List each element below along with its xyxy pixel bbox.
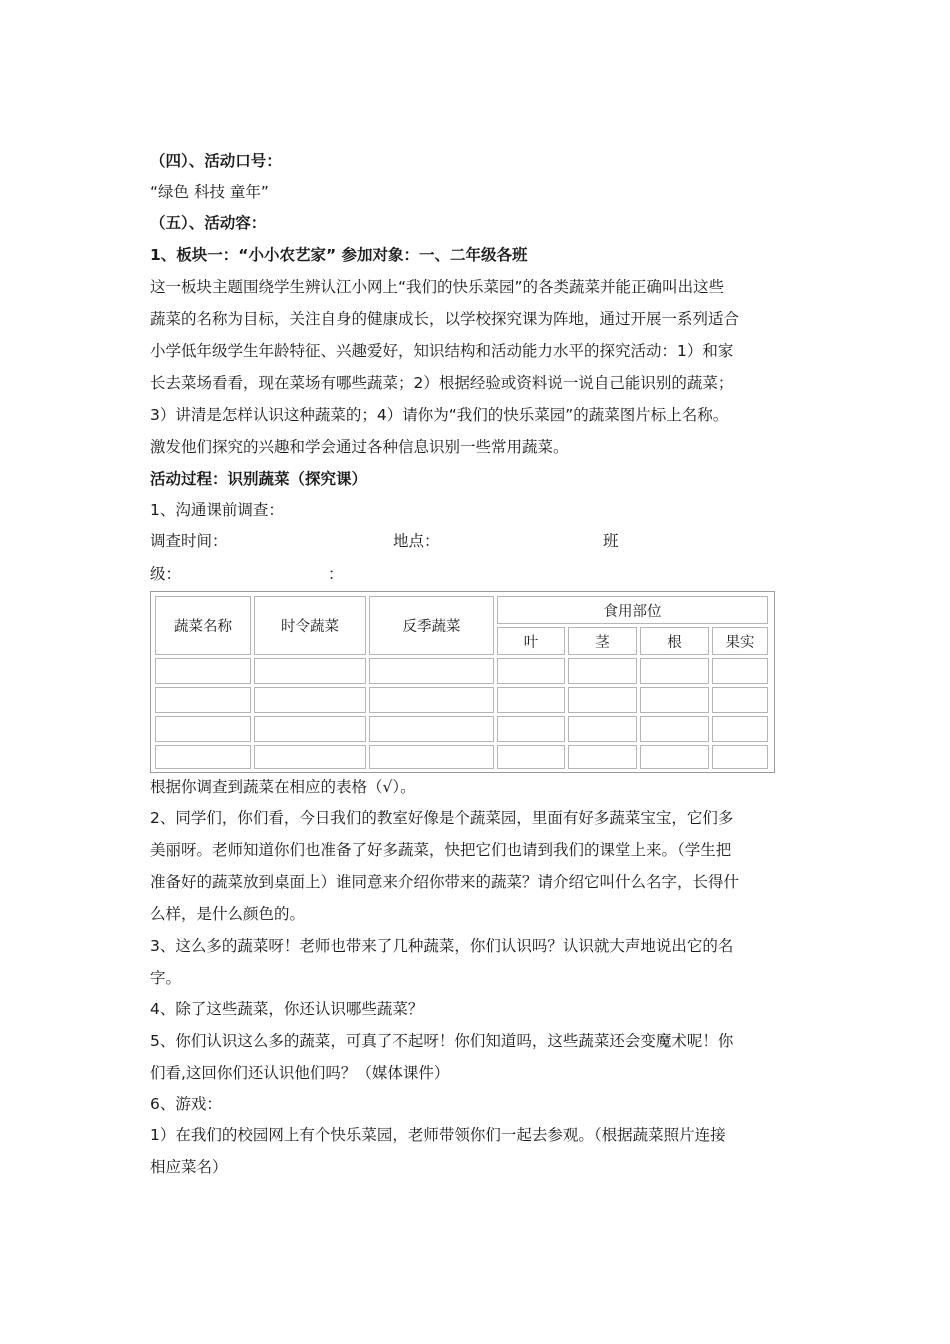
text-line: 5、你们认识这么多的蔬菜，可真了不起呀！你们知道吗，这些蔬菜还会变魔术呢！你 bbox=[150, 1032, 734, 1050]
text-line: 1）在我们的校园网上有个快乐菜园，老师带领你们一起去参观。（根据蔬菜照片连接 bbox=[150, 1126, 726, 1144]
text-line: 这一板块主题围绕学生辨认江小网上“我们的快乐菜园”的各类蔬菜并能正确叫出这些 bbox=[150, 278, 725, 296]
table-cell[interactable] bbox=[369, 658, 494, 684]
step6-line: 6、游戏： bbox=[150, 1095, 222, 1113]
table-cell[interactable] bbox=[568, 716, 637, 742]
table-cell[interactable] bbox=[568, 687, 637, 713]
table-cell[interactable] bbox=[254, 716, 366, 742]
header-fruit: 果实 bbox=[712, 627, 768, 655]
header-root: 根 bbox=[640, 627, 709, 655]
text-line: 们看,这回你们还认识他们吗？（媒体课件） bbox=[150, 1064, 450, 1082]
text-line: 2、同学们，你们看，今日我们的教室好像是个蔬菜园，里面有好多蔬菜宝宝，它们多 bbox=[150, 809, 734, 827]
table-cell[interactable] bbox=[254, 687, 366, 713]
text-line: 3、这么多的蔬菜呀！老师也带来了几种蔬菜，你们认识吗？认识就大声地说出它的名 bbox=[150, 937, 734, 955]
table-cell[interactable] bbox=[254, 745, 366, 769]
survey-place-label: 地点： bbox=[393, 532, 440, 550]
table-cell[interactable] bbox=[497, 687, 565, 713]
table-cell[interactable] bbox=[568, 745, 637, 769]
header-vegetable-name: 蔬菜名称 bbox=[155, 596, 251, 655]
table-cell[interactable] bbox=[155, 687, 251, 713]
table-row bbox=[155, 716, 768, 742]
text-line: 激发他们探究的兴趣和学会通过各种信息识别一些常用蔬菜。 bbox=[150, 438, 569, 456]
header-edible-part: 食用部位 bbox=[497, 596, 768, 624]
header-leaf: 叶 bbox=[497, 627, 565, 655]
table-cell[interactable] bbox=[369, 745, 494, 769]
survey-time-label: 调查时间： bbox=[150, 532, 228, 550]
survey-class-label-b: 级： bbox=[150, 565, 182, 583]
text-line: 3）讲清是怎样认识这种蔬菜的；4）请你为“我们的快乐菜园”的蔬菜图片标上名称。 bbox=[150, 406, 729, 424]
table-cell[interactable] bbox=[155, 658, 251, 684]
table-row bbox=[155, 687, 768, 713]
text-line: 美丽呀。老师知道你们也准备了好多蔬菜，快把它们也请到我们的课堂上来。（学生把 bbox=[150, 841, 732, 859]
text-line: 准备好的蔬菜放到桌面上）谁同意来介绍你带来的蔬菜？请介绍它叫什么名字，长得什 bbox=[150, 873, 740, 891]
table-cell[interactable] bbox=[712, 687, 768, 713]
section4-heading: （四）、活动口号： bbox=[150, 152, 282, 170]
table-cell[interactable] bbox=[640, 687, 709, 713]
table-cell[interactable] bbox=[155, 745, 251, 769]
header-stem: 茎 bbox=[568, 627, 637, 655]
step1-label: 1、沟通课前调查： bbox=[150, 501, 284, 519]
table-cell[interactable] bbox=[568, 658, 637, 684]
process-heading: 活动过程：识别蔬菜（探究课） bbox=[150, 470, 368, 488]
text-line: 么样，是什么颜色的。 bbox=[150, 905, 306, 923]
table-cell[interactable] bbox=[712, 716, 768, 742]
table-cell[interactable] bbox=[640, 716, 709, 742]
step4-line: 4、除了这些蔬菜，你还认识哪些蔬菜？ bbox=[150, 1000, 424, 1018]
header-seasonal: 时令蔬菜 bbox=[254, 596, 366, 655]
table-row bbox=[155, 658, 768, 684]
table-row bbox=[155, 745, 768, 769]
table-cell[interactable] bbox=[497, 745, 565, 769]
table-cell[interactable] bbox=[640, 658, 709, 684]
section5-heading: （五）、活动容： bbox=[150, 214, 267, 232]
slogan: “绿色 科技 童年” bbox=[150, 183, 269, 201]
table-cell[interactable] bbox=[712, 745, 768, 769]
header-offseason: 反季蔬菜 bbox=[369, 596, 494, 655]
vegetable-survey-table bbox=[150, 591, 775, 773]
block1-title: 1、板块一：“小小农艺家” 参加对象：一、二年级各班 bbox=[150, 246, 528, 264]
table-cell[interactable] bbox=[254, 658, 366, 684]
text-line: 小学低年级学生年龄特征、兴趣爱好，知识结构和活动能力水平的探究活动：1）和家 bbox=[150, 342, 734, 360]
table-cell[interactable] bbox=[640, 745, 709, 769]
text-line: 字。 bbox=[150, 969, 182, 987]
text-line: 蔬菜的名称为目标，关注自身的健康成长，以学校探究课为阵地，通过开展一系列适合 bbox=[150, 310, 740, 328]
text-line: 相应菜名） bbox=[150, 1158, 228, 1176]
table-cell[interactable] bbox=[712, 658, 768, 684]
text-line: 长去菜场看看，现在菜场有哪些蔬菜；2）根据经验或资料说一说自己能识别的蔬菜； bbox=[150, 374, 734, 392]
table-cell[interactable] bbox=[497, 658, 565, 684]
table-note: 根据你调查到蔬菜在相应的表格（√）。 bbox=[150, 778, 416, 796]
table-cell[interactable] bbox=[369, 687, 494, 713]
survey-class-colon: ： bbox=[328, 565, 344, 583]
table-cell[interactable] bbox=[155, 716, 251, 742]
table-cell[interactable] bbox=[369, 716, 494, 742]
survey-class-label-a: 班 bbox=[603, 532, 619, 550]
table-cell[interactable] bbox=[497, 716, 565, 742]
